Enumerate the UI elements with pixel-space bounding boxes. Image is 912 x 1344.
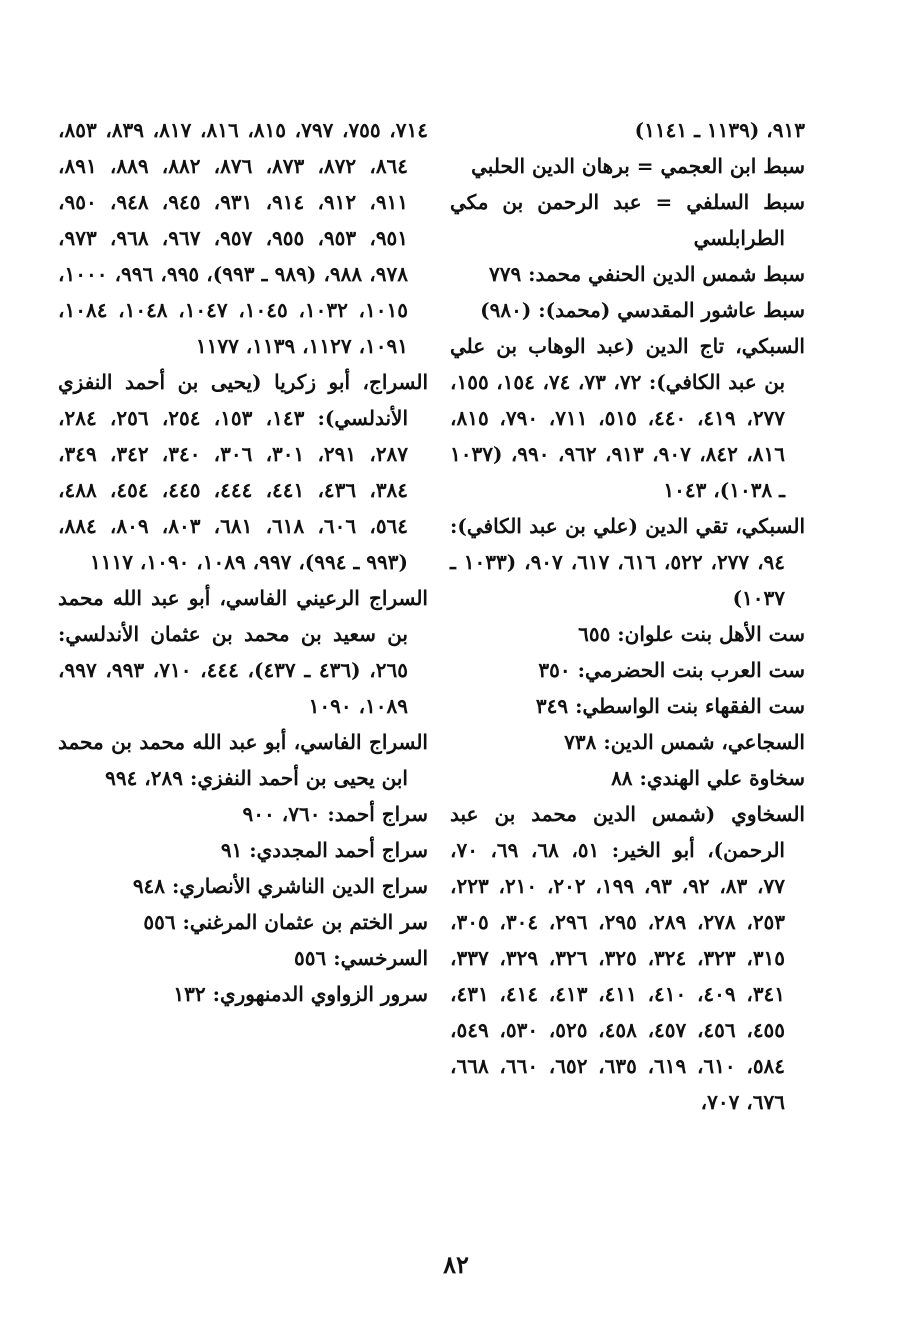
page-number: ٨٢ bbox=[443, 1250, 469, 1279]
right-column bbox=[450, 112, 805, 1120]
index-entry: سبط ابن العجمي = برهان الدين الحلبي bbox=[471, 154, 805, 178]
index-entry: سراج الدين الناشري الأنصاري: ٩٤٨ bbox=[132, 874, 428, 898]
index-entry: السبكي، تاج الدين (عبد الوهاب بن علي بن عبد الكافي): ٧٢، ٧٣، ٧٤، ١٥٤، ١٥٥، ٢٧٧، ٤١٩، ٤٤٠، ٥١٥، ٧١١، ٧٩٠، ٨١٥، ٨١٦، ٨٤٢، ٩٠٧، ٩١٣، ٩٦٢، ٩٩٠، (١٠٣٧ ـ ١٠٣٨)، ١٠٤٣ bbox=[450, 334, 805, 502]
index-entry: ست الفقهاء بنت الواسطي: ٣٤٩ bbox=[535, 694, 805, 718]
index-entry: سبط شمس الدين الحنفي محمد: ٧٧٩ bbox=[488, 262, 805, 286]
index-entry: السبكي، تقي الدين (علي بن عبد الكافي): ٩٤، ٢٧٧، ٥٢٢، ٦١٦، ٦١٧، ٩٠٧، (١٠٣٣ ـ ١٠٣٧) bbox=[450, 514, 805, 610]
index-entry: سرور الزواوي الدمنهوري: ١٣٢ bbox=[173, 982, 428, 1006]
index-entry: ست الأهل بنت علوان: ٦٥٥ bbox=[578, 622, 805, 646]
index-entry: السخاوي (شمس الدين محمد بن عبد الرحمن)، أبو الخير: ٥١، ٦٨، ٦٩، ٧٠، ٧٧، ٨٣، ٩٢، ٩٣، ١٩٩، ٢٠٢، ٢١٠، ٢٢٣، ٢٥٣، ٢٧٨، ٢٨٩، ٢٩٥، ٢٩٦، ٣٠٤، ٣٠٥، ٣١٥، ٣٢٣، ٣٢٤، ٣٢٥، ٣٢٦، ٣٢٩، ٣٣٧، ٣٤١، ٤٠٩، ٤١٠، ٤١١، ٤١٣، ٤١٤، ٤٣١، ٤٥٥، ٤٥٦، ٤٥٧، ٤٥٨، ٥٢٥، ٥٣٠، ٥٤٩، ٥٨٤، ٦١٠، ٦١٩، ٦٣٥، ٦٥٢، ٦٦٠، ٦٦٨، ٦٧٦، ٧٠٧، bbox=[450, 802, 805, 1114]
index-entry: سخاوة علي الهندي: ٨٨ bbox=[611, 766, 805, 790]
index-entry: السجاعي، شمس الدين: ٧٣٨ bbox=[564, 730, 805, 754]
index-entry: سر الختم بن عثمان المرغني: ٥٥٦ bbox=[143, 910, 428, 934]
index-entry: السرخسي: ٥٥٦ bbox=[294, 946, 428, 970]
left-column bbox=[58, 112, 428, 1012]
index-entry: السراج، أبو زكريا (يحيى بن أحمد النفزي الأندلسي): ١٤٣، ١٥٣، ٢٥٤، ٢٥٦، ٢٨٤، ٢٨٧، ٢٩١، ٣٠١، ٣٠٦، ٣٤٠، ٣٤٢، ٣٤٩، ٣٨٤، ٤٣٦، ٤٤١، ٤٤٤، ٤٤٥، ٤٥٤، ٤٨٨، ٥٦٤، ٦٠٦، ٦١٨، ٦٨١، ٨٠٣، ٨٠٩، ٨٨٤، (٩٩٣ ـ ٩٩٤)، ٩٩٧، ١٠٨٩، ١٠٩٠، ١١١٧ bbox=[58, 370, 428, 574]
index-entry: ٩١٣، (١١٣٩ ـ ١١٤١) bbox=[634, 118, 805, 142]
index-entry: سراج أحمد المجددي: ٩١ bbox=[220, 838, 428, 862]
index-entry: السراج الفاسي، أبو عبد الله محمد بن محمد ابن يحيى بن أحمد النفزي: ٢٨٩، ٩٩٤ bbox=[58, 730, 428, 790]
index-entry: سبط السلفي = عبد الرحمن بن مكي الطرابلسي bbox=[450, 190, 805, 250]
index-entry: سراج أحمد: ٧٦٠، ٩٠٠ bbox=[242, 802, 428, 826]
index-entry: سبط عاشور المقدسي (محمد): (٩٨٠) bbox=[480, 298, 805, 322]
index-entry: السراج الرعيني الفاسي، أبو عبد الله محمد بن سعيد بن محمد بن عثمان الأندلسي: ٢٦٥، (٤٣٦ ـ ٤٣٧)، ٤٤٤، ٧١٠، ٩٩٣، ٩٩٧، ١٠٨٩، ١٠٩٠ bbox=[58, 586, 428, 718]
index-entry: ٧١٤، ٧٥٥، ٧٩٧، ٨١٥، ٨١٦، ٨١٧، ٨٣٩، ٨٥٣، ٨٦٤، ٨٧٢، ٨٧٣، ٨٧٦، ٨٨٢، ٨٨٩، ٨٩١، ٩١١، ٩١٢، ٩١٤، ٩٣١، ٩٤٥، ٩٤٨، ٩٥٠، ٩٥١، ٩٥٣، ٩٥٥، ٩٥٧، ٩٦٧، ٩٦٨، ٩٧٣، ٩٧٨، ٩٨٨، (٩٨٩ ـ ٩٩٣)، ٩٩٥، ٩٩٦، ١٠٠٠، ١٠١٥، ١٠٣٢، ١٠٤٥، ١٠٤٧، ١٠٤٨، ١٠٨٤، ١٠٩١، ١١٢٧، ١١٣٩، ١١٧٧ bbox=[58, 118, 428, 358]
index-entry: ست العرب بنت الحضرمي: ٣٥٠ bbox=[538, 658, 805, 682]
